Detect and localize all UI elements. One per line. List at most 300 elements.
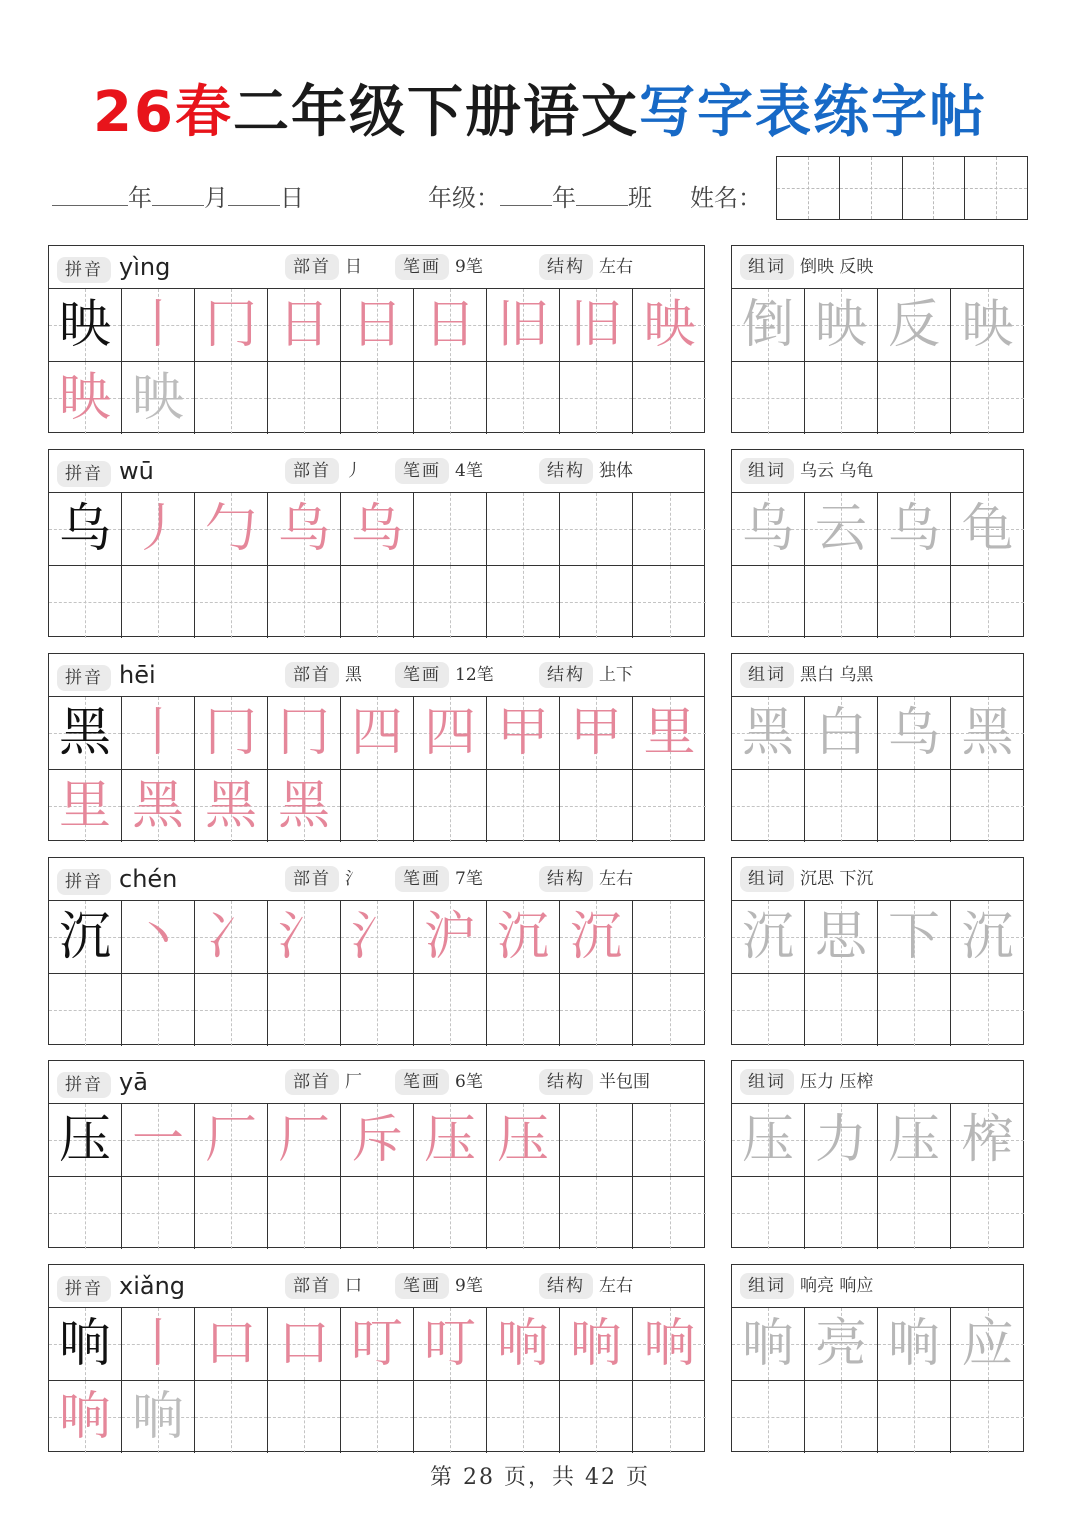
- words-value: 乌云 乌龟: [800, 461, 874, 481]
- structure-field: [539, 1265, 633, 1307]
- word-cell[interactable]: [732, 697, 805, 769]
- strokes-field: [395, 1265, 483, 1307]
- writing-cell[interactable]: [414, 1381, 487, 1453]
- word-cell[interactable]: [732, 1308, 805, 1380]
- writing-cell[interactable]: [195, 289, 268, 361]
- writing-cell[interactable]: [560, 1308, 633, 1380]
- word-cell[interactable]: [878, 1104, 951, 1176]
- stroke-step: 黑: [277, 776, 330, 836]
- words-block-5: [731, 1060, 1024, 1248]
- word-cell[interactable]: [878, 697, 951, 769]
- name-writing-grid[interactable]: [776, 156, 1028, 220]
- writing-cell[interactable]: [414, 1104, 487, 1176]
- word-cell[interactable]: [805, 362, 878, 434]
- writing-cell[interactable]: [122, 770, 195, 842]
- word-trace-character: 压: [741, 1110, 794, 1170]
- radical-field: [285, 450, 362, 492]
- writing-cell[interactable]: [341, 362, 414, 434]
- writing-cell[interactable]: [341, 974, 414, 1046]
- practice-row: [49, 1104, 704, 1177]
- strokes-field: [395, 858, 483, 900]
- writing-cell[interactable]: [560, 493, 633, 565]
- writing-cell[interactable]: [633, 289, 706, 361]
- word-cell[interactable]: [878, 901, 951, 973]
- writing-cell[interactable]: [195, 566, 268, 638]
- writing-cell[interactable]: [49, 974, 122, 1046]
- words-block-6: [731, 1264, 1024, 1452]
- writing-cell[interactable]: [268, 1177, 341, 1249]
- word-cell[interactable]: [805, 1104, 878, 1176]
- writing-cell[interactable]: [414, 493, 487, 565]
- stroke-step: 沉: [496, 907, 549, 967]
- stroke-step: 氵: [277, 907, 330, 967]
- writing-cell[interactable]: [414, 362, 487, 434]
- grade-class-blank[interactable]: [576, 183, 628, 206]
- radical-field: [285, 654, 362, 696]
- year-blank[interactable]: [52, 183, 128, 206]
- writing-cell[interactable]: [122, 566, 195, 638]
- writing-cell[interactable]: [268, 697, 341, 769]
- writing-cell[interactable]: [560, 697, 633, 769]
- pinyin-field: [57, 1265, 185, 1310]
- word-trace-character: 反: [887, 295, 940, 355]
- title-red-part: 26春: [93, 80, 233, 145]
- writing-cell[interactable]: [633, 566, 706, 638]
- word-trace-character: 应: [961, 1314, 1014, 1374]
- radical-value: 口: [345, 1276, 362, 1296]
- word-cell[interactable]: [732, 901, 805, 973]
- writing-cell[interactable]: [560, 901, 633, 973]
- writing-cell[interactable]: [122, 289, 195, 361]
- words-label: 组词: [740, 254, 794, 280]
- writing-cell[interactable]: [560, 770, 633, 842]
- char-info-bar: [49, 450, 704, 493]
- radical-label: 部首: [285, 866, 339, 892]
- word-cell[interactable]: [951, 697, 1024, 769]
- writing-cell[interactable]: [122, 362, 195, 434]
- writing-cell[interactable]: [487, 697, 560, 769]
- word-cell[interactable]: [951, 901, 1024, 973]
- writing-cell[interactable]: [268, 362, 341, 434]
- word-cell[interactable]: [951, 566, 1024, 638]
- strokes-field: [395, 1061, 483, 1103]
- writing-cell[interactable]: [49, 697, 122, 769]
- writing-cell[interactable]: [341, 289, 414, 361]
- writing-cell[interactable]: [633, 1104, 706, 1176]
- page-title: [0, 68, 1080, 148]
- stroke-step: 日: [350, 295, 403, 355]
- word-cell[interactable]: [878, 362, 951, 434]
- writing-cell[interactable]: [414, 566, 487, 638]
- writing-cell[interactable]: [122, 697, 195, 769]
- strokes-value: 6笔: [455, 1072, 483, 1092]
- char-info-bar: [49, 1265, 704, 1308]
- writing-cell[interactable]: [122, 974, 195, 1046]
- writing-cell[interactable]: [560, 974, 633, 1046]
- name-cell[interactable]: [903, 157, 966, 219]
- writing-cell[interactable]: [122, 493, 195, 565]
- word-cell[interactable]: [732, 1104, 805, 1176]
- stroke-step: 勹: [204, 499, 257, 559]
- word-cell[interactable]: [878, 1308, 951, 1380]
- stroke-step: 里: [643, 703, 696, 763]
- writing-cell[interactable]: [560, 289, 633, 361]
- word-cell[interactable]: [805, 974, 878, 1046]
- stroke-step: 黑: [131, 776, 184, 836]
- words-row: [732, 770, 1023, 842]
- stroke-step: 丨: [131, 1314, 184, 1374]
- writing-cell[interactable]: [49, 566, 122, 638]
- writing-cell[interactable]: [268, 493, 341, 565]
- char-info-bar: [49, 1061, 704, 1104]
- model-character: 映: [58, 295, 111, 355]
- practice-row: [49, 697, 704, 770]
- word-trace-character: 沉: [741, 907, 794, 967]
- writing-cell[interactable]: [633, 362, 706, 434]
- writing-cell[interactable]: [633, 493, 706, 565]
- writing-cell[interactable]: [268, 901, 341, 973]
- word-cell[interactable]: [951, 1104, 1024, 1176]
- writing-cell[interactable]: [560, 1104, 633, 1176]
- stroke-step: 氵: [350, 907, 403, 967]
- writing-cell[interactable]: [49, 901, 122, 973]
- stroke-step: 里: [58, 776, 111, 836]
- word-cell[interactable]: [878, 1381, 951, 1453]
- word-cell[interactable]: [878, 566, 951, 638]
- word-cell[interactable]: [805, 770, 878, 842]
- stroke-step: 映: [643, 295, 696, 355]
- word-cell[interactable]: [951, 770, 1024, 842]
- stroke-step: 四: [423, 703, 476, 763]
- writing-cell[interactable]: [268, 566, 341, 638]
- writing-cell[interactable]: [195, 1177, 268, 1249]
- writing-cell[interactable]: [487, 493, 560, 565]
- writing-cell[interactable]: [560, 566, 633, 638]
- writing-cell[interactable]: [341, 1177, 414, 1249]
- words-label: 组词: [740, 1273, 794, 1299]
- word-cell[interactable]: [732, 1381, 805, 1453]
- strokes-field: [395, 246, 483, 288]
- writing-cell[interactable]: [487, 362, 560, 434]
- stroke-step: 沪: [423, 907, 476, 967]
- pinyin-field: [57, 246, 170, 291]
- words-field: [740, 246, 873, 288]
- stroke-step: 丶: [131, 907, 184, 967]
- words-row: [732, 566, 1023, 638]
- stroke-step: 响: [569, 1314, 622, 1374]
- month-blank[interactable]: [152, 183, 204, 206]
- words-label: 组词: [740, 1069, 794, 1095]
- writing-cell[interactable]: [560, 1381, 633, 1453]
- month-label: 月: [204, 184, 228, 212]
- pinyin-value: chén: [119, 865, 178, 893]
- writing-cell[interactable]: [268, 974, 341, 1046]
- writing-cell[interactable]: [49, 1177, 122, 1249]
- writing-cell[interactable]: [560, 1177, 633, 1249]
- words-field: [740, 1265, 873, 1307]
- model-character: 沉: [58, 907, 111, 967]
- strokes-value: 12笔: [455, 665, 494, 685]
- word-cell[interactable]: [805, 1177, 878, 1249]
- writing-cell[interactable]: [122, 1177, 195, 1249]
- word-cell[interactable]: [732, 566, 805, 638]
- word-cell[interactable]: [951, 1177, 1024, 1249]
- pinyin-label: 拼音: [57, 257, 111, 283]
- pinyin-field: [57, 654, 156, 699]
- writing-cell[interactable]: [122, 1381, 195, 1453]
- word-cell[interactable]: [951, 289, 1024, 361]
- writing-cell[interactable]: [633, 770, 706, 842]
- stroke-step: 日: [277, 295, 330, 355]
- writing-cell[interactable]: [487, 974, 560, 1046]
- writing-cell[interactable]: [487, 1308, 560, 1380]
- word-trace-character: 榨: [961, 1110, 1014, 1170]
- words-row: [732, 1177, 1023, 1249]
- pinyin-value: yìng: [119, 253, 171, 281]
- writing-cell[interactable]: [487, 1177, 560, 1249]
- word-cell[interactable]: [732, 974, 805, 1046]
- stroke-step: 冂: [204, 295, 257, 355]
- writing-cell[interactable]: [414, 697, 487, 769]
- words-field: [740, 858, 873, 900]
- radical-label: 部首: [285, 662, 339, 688]
- writing-cell[interactable]: [195, 362, 268, 434]
- word-cell[interactable]: [805, 697, 878, 769]
- stroke-step: 乌: [277, 499, 330, 559]
- word-trace-character: 压: [887, 1110, 940, 1170]
- writing-cell[interactable]: [268, 1308, 341, 1380]
- model-character: 响: [58, 1314, 111, 1374]
- writing-cell[interactable]: [195, 697, 268, 769]
- practice-row: [49, 289, 704, 362]
- writing-cell[interactable]: [487, 770, 560, 842]
- radical-value: 黑: [345, 665, 362, 685]
- structure-field: [539, 450, 633, 492]
- writing-cell[interactable]: [49, 1381, 122, 1453]
- stroke-step: 一: [131, 1110, 184, 1170]
- stroke-step: 口: [277, 1314, 330, 1374]
- word-trace-character: 响: [741, 1314, 794, 1374]
- writing-cell[interactable]: [341, 770, 414, 842]
- pinyin-label: 拼音: [57, 869, 111, 895]
- writing-cell[interactable]: [487, 1381, 560, 1453]
- writing-cell[interactable]: [633, 1177, 706, 1249]
- writing-cell[interactable]: [49, 770, 122, 842]
- structure-value: 独体: [599, 461, 633, 481]
- word-cell[interactable]: [805, 493, 878, 565]
- word-trace-character: 响: [887, 1314, 940, 1374]
- words-row: [732, 362, 1023, 434]
- word-cell[interactable]: [878, 1177, 951, 1249]
- practice-row: [49, 974, 704, 1046]
- words-row: [732, 289, 1023, 362]
- word-cell[interactable]: [732, 362, 805, 434]
- writing-cell[interactable]: [633, 697, 706, 769]
- word-trace-character: 白: [814, 703, 867, 763]
- writing-cell[interactable]: [341, 901, 414, 973]
- stroke-step: 日: [423, 295, 476, 355]
- strokes-value: 9笔: [455, 257, 483, 277]
- writing-cell[interactable]: [49, 289, 122, 361]
- words-row: [732, 1308, 1023, 1381]
- word-cell[interactable]: [805, 566, 878, 638]
- pinyin-label: 拼音: [57, 461, 111, 487]
- grade-line: [428, 178, 652, 213]
- writing-cell[interactable]: [341, 697, 414, 769]
- name-cell[interactable]: [965, 157, 1027, 219]
- pinyin-value: xiǎng: [119, 1272, 186, 1300]
- writing-cell[interactable]: [195, 1104, 268, 1176]
- writing-cell[interactable]: [487, 1104, 560, 1176]
- word-cell[interactable]: [805, 289, 878, 361]
- writing-cell[interactable]: [633, 1308, 706, 1380]
- name-cell[interactable]: [777, 157, 840, 219]
- pinyin-label: 拼音: [57, 1072, 111, 1098]
- structure-label: 结构: [539, 458, 593, 484]
- writing-cell[interactable]: [414, 1177, 487, 1249]
- writing-cell[interactable]: [195, 974, 268, 1046]
- writing-cell[interactable]: [195, 770, 268, 842]
- writing-cell[interactable]: [414, 289, 487, 361]
- word-cell[interactable]: [878, 493, 951, 565]
- writing-cell[interactable]: [195, 901, 268, 973]
- day-blank[interactable]: [228, 183, 280, 206]
- word-trace-character: 云: [814, 499, 867, 559]
- word-trace-character: 倒: [741, 295, 794, 355]
- writing-cell[interactable]: [49, 362, 122, 434]
- word-cell[interactable]: [951, 362, 1024, 434]
- writing-cell[interactable]: [49, 1104, 122, 1176]
- words-row: [732, 1381, 1023, 1453]
- pinyin-value: hēi: [119, 661, 156, 689]
- writing-cell[interactable]: [268, 770, 341, 842]
- word-cell[interactable]: [732, 1177, 805, 1249]
- writing-cell[interactable]: [560, 362, 633, 434]
- word-trace-character: 沉: [961, 907, 1014, 967]
- writing-cell[interactable]: [414, 770, 487, 842]
- writing-cell[interactable]: [195, 493, 268, 565]
- word-cell[interactable]: [951, 1308, 1024, 1380]
- writing-cell[interactable]: [487, 566, 560, 638]
- pinyin-value: wū: [119, 457, 154, 485]
- word-cell[interactable]: [805, 1308, 878, 1380]
- words-info-bar: [732, 1265, 1023, 1308]
- practice-row: [49, 770, 704, 842]
- words-info-bar: [732, 1061, 1023, 1104]
- writing-cell[interactable]: [633, 901, 706, 973]
- word-cell[interactable]: [951, 1381, 1024, 1453]
- writing-cell[interactable]: [487, 289, 560, 361]
- date-line: [52, 178, 304, 213]
- word-cell[interactable]: [951, 493, 1024, 565]
- writing-cell[interactable]: [341, 1381, 414, 1453]
- name-cell[interactable]: [840, 157, 903, 219]
- model-character: 黑: [58, 703, 111, 763]
- writing-cell[interactable]: [268, 1104, 341, 1176]
- stroke-step: 沉: [569, 907, 622, 967]
- structure-field: [539, 246, 633, 288]
- word-cell[interactable]: [878, 974, 951, 1046]
- grade-year-label: 年: [552, 184, 576, 212]
- stroke-step: 厂: [204, 1110, 257, 1170]
- writing-cell[interactable]: [341, 1308, 414, 1380]
- practice-block-2: [48, 449, 705, 637]
- writing-cell[interactable]: [633, 974, 706, 1046]
- model-character: 乌: [58, 499, 111, 559]
- strokes-value: 9笔: [455, 1276, 483, 1296]
- word-trace-character: 龟: [961, 499, 1014, 559]
- words-row: [732, 974, 1023, 1046]
- char-info-bar: [49, 858, 704, 901]
- year-label: 年: [128, 184, 152, 212]
- word-cell[interactable]: [732, 770, 805, 842]
- writing-cell[interactable]: [414, 1308, 487, 1380]
- practice-row: [49, 901, 704, 974]
- word-cell[interactable]: [878, 770, 951, 842]
- words-value: 响亮 响应: [800, 1276, 874, 1296]
- model-character: 压: [58, 1110, 111, 1170]
- word-cell[interactable]: [805, 901, 878, 973]
- word-trace-character: 乌: [887, 703, 940, 763]
- word-trace-character: 亮: [814, 1314, 867, 1374]
- writing-cell[interactable]: [487, 901, 560, 973]
- words-field: [740, 450, 873, 492]
- word-cell[interactable]: [805, 1381, 878, 1453]
- stroke-step: 甲: [569, 703, 622, 763]
- stroke-step: 冫: [204, 907, 257, 967]
- practice-block-6: [48, 1264, 705, 1452]
- words-row: [732, 697, 1023, 770]
- writing-cell[interactable]: [195, 1381, 268, 1453]
- words-value: 倒映 反映: [800, 257, 874, 277]
- radical-label: 部首: [285, 458, 339, 484]
- word-cell[interactable]: [732, 289, 805, 361]
- stroke-step: 响: [58, 1387, 111, 1447]
- writing-cell[interactable]: [268, 1381, 341, 1453]
- practice-row: [49, 1308, 704, 1381]
- word-cell[interactable]: [732, 493, 805, 565]
- writing-cell[interactable]: [122, 1308, 195, 1380]
- writing-cell[interactable]: [341, 566, 414, 638]
- title-blue-part: 写字表练字帖: [638, 80, 987, 145]
- writing-cell[interactable]: [195, 1308, 268, 1380]
- word-trace-character: 思: [814, 907, 867, 967]
- writing-cell[interactable]: [49, 493, 122, 565]
- writing-cell[interactable]: [341, 1104, 414, 1176]
- word-cell[interactable]: [951, 974, 1024, 1046]
- grade-year-blank[interactable]: [500, 183, 552, 206]
- writing-cell[interactable]: [414, 974, 487, 1046]
- title-black-part: 二年级下册语文: [232, 80, 639, 145]
- structure-value: 半包围: [599, 1072, 650, 1092]
- char-info-bar: [49, 246, 704, 289]
- writing-cell[interactable]: [268, 289, 341, 361]
- writing-cell[interactable]: [49, 1308, 122, 1380]
- structure-label: 结构: [539, 1273, 593, 1299]
- writing-cell[interactable]: [122, 901, 195, 973]
- writing-cell[interactable]: [633, 1381, 706, 1453]
- words-row: [732, 493, 1023, 566]
- word-cell[interactable]: [878, 289, 951, 361]
- pinyin-field: [57, 1061, 148, 1106]
- writing-cell[interactable]: [122, 1104, 195, 1176]
- writing-cell[interactable]: [341, 493, 414, 565]
- stroke-step: 口: [204, 1314, 257, 1374]
- radical-field: [285, 858, 362, 900]
- pinyin-label: 拼音: [57, 1276, 111, 1302]
- strokes-label: 笔画: [395, 1069, 449, 1095]
- writing-cell[interactable]: [414, 901, 487, 973]
